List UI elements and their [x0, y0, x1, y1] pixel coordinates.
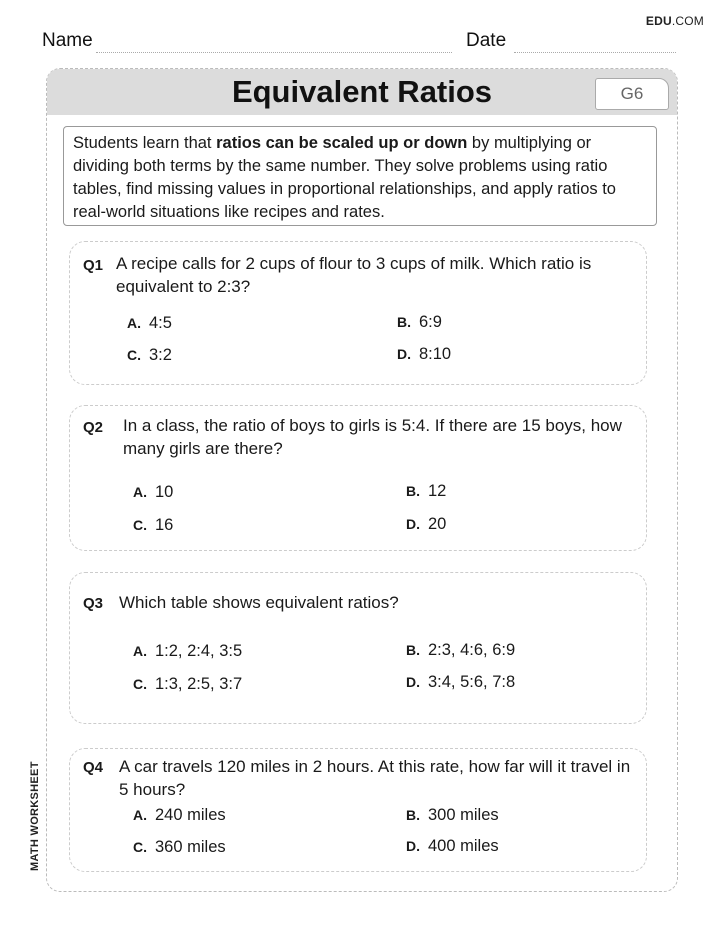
- option-text: 360 miles: [155, 838, 226, 856]
- option-letter: C.: [133, 839, 147, 855]
- option-a[interactable]: [133, 483, 173, 502]
- option-letter: B.: [406, 483, 420, 499]
- option-c[interactable]: [127, 346, 172, 365]
- option-letter: C.: [127, 347, 141, 363]
- option-a[interactable]: [133, 806, 226, 825]
- question-text: A car travels 120 miles in 2 hours. At this rate, how far will it travel in 5 hours?: [119, 757, 631, 799]
- option-text: 10: [155, 483, 174, 501]
- option-letter: D.: [406, 674, 420, 690]
- intro-bold-text: ratios can be scaled up or down: [216, 134, 468, 152]
- option-b[interactable]: [397, 313, 442, 332]
- question-number: Q4: [83, 759, 104, 776]
- option-letter: C.: [133, 517, 147, 533]
- option-letter: D.: [397, 346, 411, 362]
- date-label: Date: [466, 30, 507, 51]
- question-card-1: [69, 241, 647, 385]
- option-text: 3:2: [149, 346, 172, 364]
- option-letter: B.: [406, 642, 420, 658]
- name-line: [96, 52, 452, 53]
- option-d[interactable]: [406, 673, 515, 692]
- option-text: 1:3, 2:5, 3:7: [155, 675, 243, 693]
- option-text: 4:5: [149, 314, 172, 332]
- option-d[interactable]: [406, 837, 499, 856]
- question-text: In a class, the ratio of boys to girls is 5:4. If there are 15 boys, how many girls are there?: [123, 416, 622, 458]
- option-letter: D.: [406, 838, 420, 854]
- side-label: MATH WORKSHEET: [29, 761, 41, 871]
- option-text: 300 miles: [428, 806, 499, 824]
- brand-rest: .COM: [671, 14, 704, 28]
- intro-text-end: by multiplying or dividing both terms by the same number. They solve problems using ratio tables, find missing values in proportional relationships, and apply ratios to real-world situations like recipes and rates.: [73, 134, 616, 221]
- option-letter: A.: [127, 315, 141, 331]
- option-text: 6:9: [419, 313, 442, 331]
- option-letter: A.: [133, 807, 147, 823]
- intro-box: [63, 126, 657, 226]
- option-a[interactable]: [133, 642, 242, 661]
- question-number: Q3: [83, 595, 104, 612]
- date-line: [514, 52, 676, 53]
- option-text: 8:10: [419, 345, 452, 363]
- option-letter: C.: [133, 676, 147, 692]
- option-text: 20: [428, 515, 447, 533]
- name-label: Name: [42, 30, 93, 51]
- question-card-4: [69, 748, 647, 872]
- option-b[interactable]: [406, 806, 499, 825]
- option-letter: B.: [397, 314, 411, 330]
- question-number: Q1: [83, 257, 104, 274]
- option-c[interactable]: [133, 838, 226, 857]
- option-letter: B.: [406, 807, 420, 823]
- option-text: 400 miles: [428, 837, 499, 855]
- option-d[interactable]: [397, 345, 451, 364]
- brand-bold: EDU: [645, 14, 672, 28]
- option-c[interactable]: [133, 675, 242, 694]
- question-number: Q2: [83, 419, 104, 436]
- option-b[interactable]: [406, 482, 446, 501]
- question-card-3: [69, 572, 647, 724]
- brand-logo: [646, 14, 704, 28]
- option-text: 12: [428, 482, 447, 500]
- option-letter: D.: [406, 516, 420, 532]
- question-text: Which table shows equivalent ratios?: [119, 593, 399, 612]
- option-text: 240 miles: [155, 806, 226, 824]
- grade-badge: G6: [595, 78, 669, 110]
- worksheet-panel: [46, 68, 678, 892]
- question-card-2: [69, 405, 647, 551]
- option-text: 16: [155, 516, 174, 534]
- option-text: 2:3, 4:6, 6:9: [428, 641, 516, 659]
- worksheet-title: Equivalent Ratios: [231, 74, 493, 109]
- option-c[interactable]: [133, 516, 173, 535]
- option-a[interactable]: [127, 314, 172, 333]
- option-b[interactable]: [406, 641, 515, 660]
- intro-text-start: Students learn that: [73, 134, 217, 152]
- option-letter: A.: [133, 643, 147, 659]
- option-text: 1:2, 2:4, 3:5: [155, 642, 243, 660]
- option-d[interactable]: [406, 515, 446, 534]
- question-text: A recipe calls for 2 cups of flour to 3 cups of milk. Which ratio is equivalent to 2:3?: [116, 254, 592, 296]
- option-letter: A.: [133, 484, 147, 500]
- option-text: 3:4, 5:6, 7:8: [428, 673, 516, 691]
